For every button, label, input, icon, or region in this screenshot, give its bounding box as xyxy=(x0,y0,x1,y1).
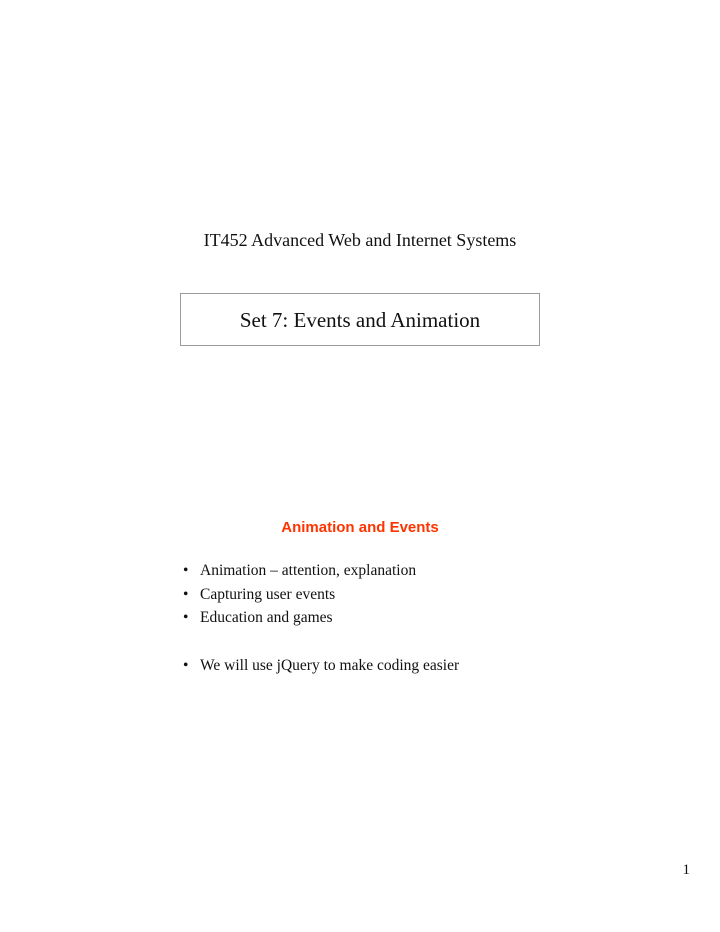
set-title: Set 7: Events and Animation xyxy=(239,307,481,332)
bullet-text: Capturing user events xyxy=(200,585,336,603)
bullet-icon: • xyxy=(183,562,189,579)
bullet-icon: • xyxy=(183,656,189,674)
list-item xyxy=(183,654,459,678)
bullet-icon: • xyxy=(183,585,189,603)
list-item xyxy=(183,559,459,583)
bullet-text: We will use jQuery to make coding easier xyxy=(200,656,460,674)
bullet-text: Education and games xyxy=(200,609,333,626)
slide-heading: Animation and Events xyxy=(281,519,439,536)
page-number: 1 xyxy=(682,862,690,878)
bullet-icon: • xyxy=(183,609,189,626)
list-item xyxy=(183,606,459,630)
list-item xyxy=(183,583,459,607)
set-title-box xyxy=(180,293,540,346)
bullet-list xyxy=(183,559,459,677)
bullet-text: Animation – attention, explanation xyxy=(200,562,417,579)
course-title: IT452 Advanced Web and Internet Systems xyxy=(203,230,517,250)
